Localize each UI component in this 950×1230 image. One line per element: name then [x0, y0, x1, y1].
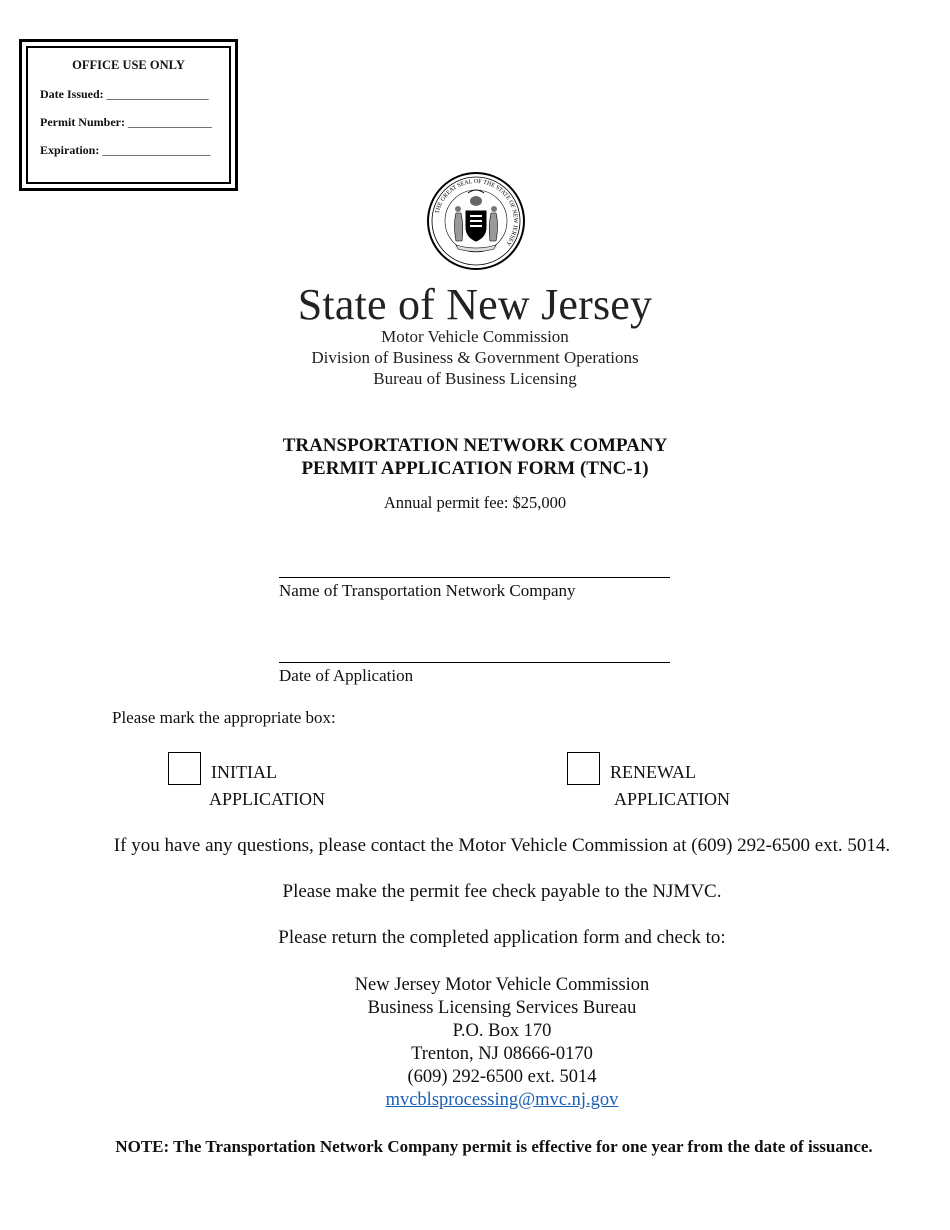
bureau-name: Bureau of Business Licensing: [373, 369, 577, 388]
seal-caption: THE GREAT SEAL OF THE STATE OF NEW JERSEY: [434, 178, 519, 247]
company-name-input[interactable]: [279, 556, 670, 576]
office-date-issued-blank: _________________: [106, 87, 209, 101]
office-permit-number: [40, 115, 212, 130]
company-name-label: Name of Transportation Network Company: [279, 581, 576, 600]
office-expiration: [40, 143, 210, 158]
payable-instruction: Please make the permit fee check payable to the NJMVC.: [282, 881, 722, 902]
address-line2: Business Licensing Services Bureau: [367, 998, 637, 1018]
office-use-title: OFFICE USE ONLY: [72, 58, 185, 72]
state-seal-icon: [426, 171, 526, 271]
questions-contact: If you have any questions, please contact the Motor Vehicle Commission at (609) 292-6500 ext. 5014.: [113, 835, 891, 856]
email-link[interactable]: mvcblsprocessing@mvc.nj.gov: [385, 1090, 619, 1110]
renewal-application-label-line2: APPLICATION: [614, 789, 731, 809]
company-name-line: [279, 577, 670, 578]
agency-name: Motor Vehicle Commission: [381, 327, 569, 346]
application-date-line: [279, 662, 670, 663]
initial-application-label-line1: INITIAL: [211, 762, 277, 782]
renewal-application-label-line1: RENEWAL: [610, 762, 696, 782]
division-name: Division of Business & Government Operations: [311, 348, 639, 367]
office-date-issued-label: Date Issued:: [40, 87, 104, 101]
initial-application-label-line2: APPLICATION: [209, 789, 326, 809]
application-date-input[interactable]: [279, 641, 670, 661]
form-title-line1: TRANSPORTATION NETWORK COMPANY: [282, 435, 668, 456]
initial-application-checkbox[interactable]: [168, 752, 201, 785]
office-permit-number-blank: ______________: [127, 115, 212, 129]
renewal-application-checkbox[interactable]: [567, 752, 600, 785]
office-use-box: [19, 39, 238, 191]
form-title-line2: PERMIT APPLICATION FORM (TNC-1): [301, 458, 649, 479]
address-line4: Trenton, NJ 08666-0170: [411, 1044, 593, 1064]
address-block: [0, 974, 950, 1112]
office-expiration-blank: __________________: [102, 143, 211, 157]
mark-box-prompt: Please mark the appropriate box:: [112, 708, 336, 727]
annual-fee: Annual permit fee: $25,000: [383, 493, 567, 512]
effective-note: NOTE: The Transportation Network Company permit is effective for one year from the date of issuance.: [115, 1137, 873, 1156]
address-line1: New Jersey Motor Vehicle Commission: [354, 975, 650, 995]
state-title: State of New Jersey: [297, 280, 653, 329]
application-date-label: Date of Application: [279, 666, 414, 685]
office-expiration-label: Expiration:: [40, 143, 100, 157]
address-phone: (609) 292-6500 ext. 5014: [407, 1067, 597, 1087]
return-instruction: Please return the completed application form and check to:: [278, 927, 726, 948]
address-line3: P.O. Box 170: [452, 1021, 552, 1041]
office-use-inner-border: [26, 46, 231, 184]
office-permit-number-label: Permit Number:: [40, 115, 125, 129]
office-date-issued: [40, 87, 209, 102]
